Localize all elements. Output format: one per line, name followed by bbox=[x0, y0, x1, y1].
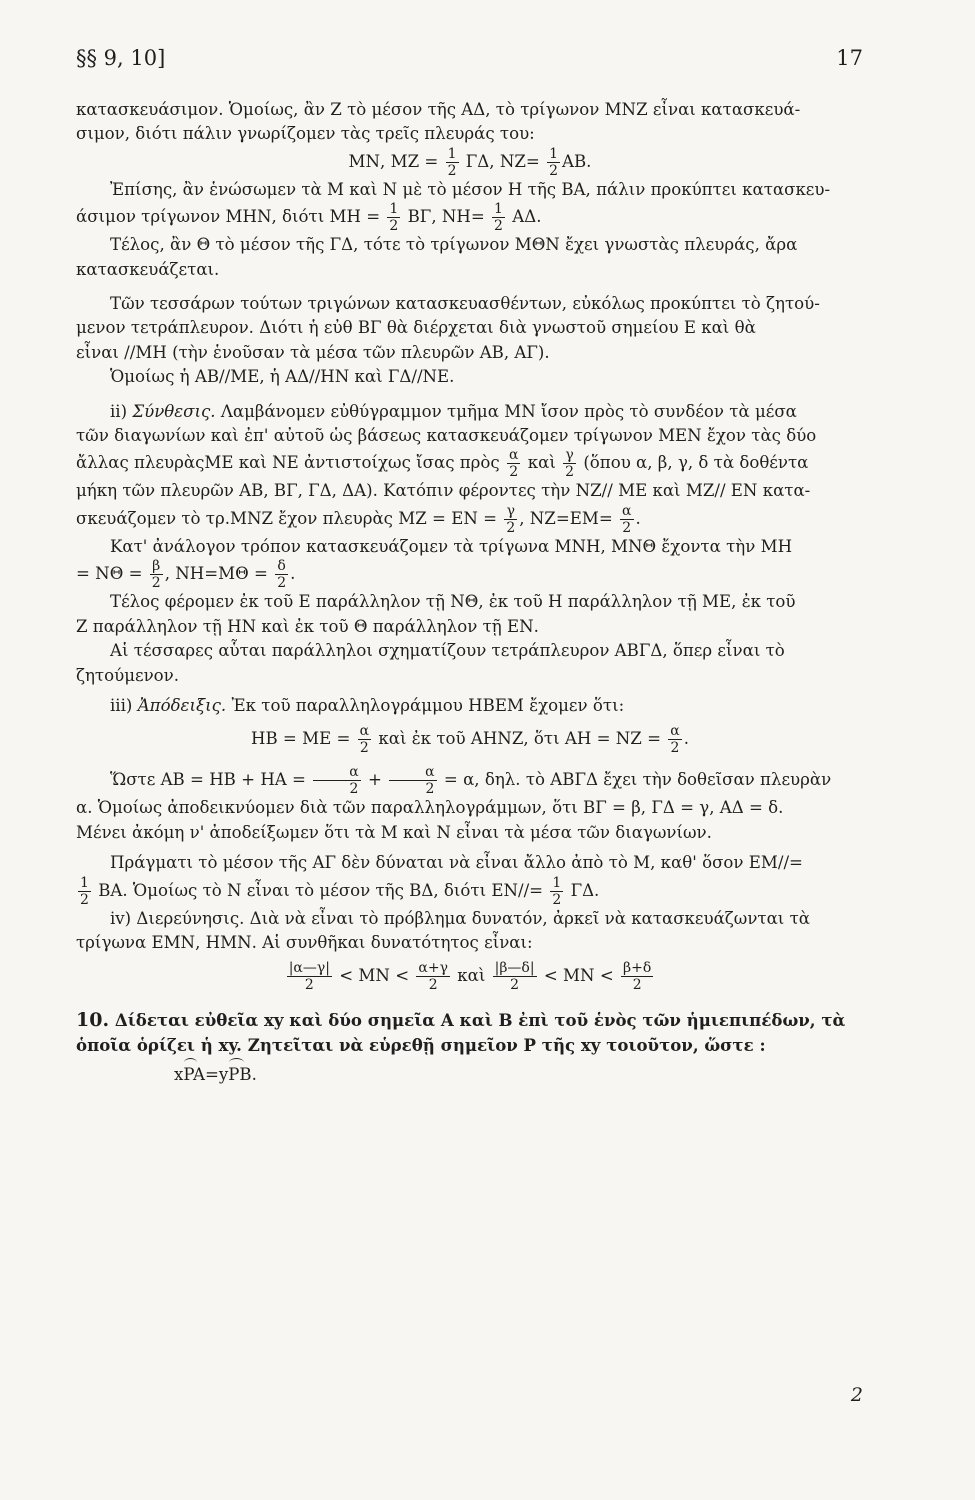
fraction: $\frac{\alpha}{2}$ bbox=[313, 765, 360, 796]
text-line: Μένει ἀκόμη ν' ἀποδείξωμεν ὅτι τὰ Μ καὶ Ν εἶναι τὰ μέσα τῶν διαγωνίων. bbox=[76, 822, 712, 842]
text-line: Τέλος, ἂν Θ τὸ μέσον τῆς ΓΔ, τότε τὸ τρίγωνον ΜΘΝ ἔχει γνωστὰς πλευράς, ἄρα bbox=[110, 235, 798, 255]
page-number: 17 bbox=[836, 46, 863, 70]
fraction: $\frac{1}{2}$ bbox=[447, 145, 457, 179]
text-line: $\frac{1}{2}$ ΒΑ. Ὁμοίως τὸ Ν εἶναι τὸ μέσον τῆς ΒΔ, διότι ΕΝ//= $\frac{1}{2}$ ΓΔ. bbox=[80, 874, 600, 908]
fraction: $\frac{\alpha}{2}$ bbox=[622, 502, 632, 536]
text-line: iii) Ἀπόδειξις. Ἐκ τοῦ παραλληλογράμμου ΗΒΕΜ ἔχομεν ὅτι: bbox=[110, 695, 625, 715]
text-line: Κατ' ἀνάλογον τρόπον κατασκευάζομεν τὰ τρίγωνα ΜΝΗ, ΜΝΘ ἔχοντα τὴν ΜΗ bbox=[110, 536, 793, 556]
fraction: $\frac{1}{2}$ bbox=[389, 201, 399, 235]
fraction: $\frac{1}{2}$ bbox=[552, 874, 562, 908]
text-line: ὁποῖα ὁρίζει ἡ xy. Ζητεῖται νὰ εὑρεθῇ σημεῖον Ρ τῆς xy τοιοῦτον, ὥστε : bbox=[76, 1034, 766, 1055]
angle-xpa: xPA bbox=[174, 1063, 205, 1087]
equation-line: ΜΝ, ΜΖ = $\frac{1}{2}$ ΓΔ, ΝΖ= $\frac{1}{2}$ ΑΒ. bbox=[348, 145, 592, 179]
text-line: Τέλος φέρομεν ἐκ τοῦ Ε παράλληλον τῇ ΝΘ, ἐκ τοῦ Η παράλληλον τῇ ΜΕ, ἐκ τοῦ bbox=[110, 592, 796, 612]
fraction: $\frac{\alpha}{2}$ bbox=[670, 723, 680, 757]
fraction: $\frac{1}{2}$ bbox=[80, 874, 89, 908]
equation-line: $\frac{|\alpha—\gamma|}{2}$ < ΜΝ < $\frac{\alpha+\gamma}{2}$ καὶ $\frac{|\beta—\delta|}{2}$ < ΜΝ < $\frac{\beta+\delta}{2}$ bbox=[288, 960, 652, 994]
fraction: $\frac{\gamma}{2}$ bbox=[565, 447, 575, 481]
fraction: $\frac{\gamma}{2}$ bbox=[506, 502, 516, 536]
text-line: σιμον, διότι πάλιν γνωρίζομεν τὰς τρεῖς πλευράς του: bbox=[76, 124, 535, 144]
fraction: $\frac{\alpha}{2}$ bbox=[389, 765, 436, 796]
text-line: Τῶν τεσσάρων τούτων τριγώνων κατασκευασθέντων, εὐκόλως προκύπτει τὸ ζητού- bbox=[110, 294, 820, 314]
text-line: Ὥστε ΑΒ = ΗΒ + ΗΑ = $\frac{\alpha}{2}$ + $\frac{\alpha}{2}$ = α, δηλ. τὸ ΑΒΓΔ ἔχει τὴν δοθεῖσαν πλευρὰν bbox=[110, 764, 832, 798]
fraction: $\frac{|\alpha—\gamma|}{2}$ bbox=[288, 960, 330, 994]
text-line: εἶναι //ΜΗ (τὴν ἑνοῦσαν τὰ μέσα τῶν πλευρῶν ΑΒ, ΑΓ). bbox=[76, 342, 550, 362]
text-line: Ζ παράλληλον τῇ ΗΝ καὶ ἐκ τοῦ Θ παράλληλον τῇ ΕΝ. bbox=[76, 616, 539, 636]
section-reference: §§ 9, 10] bbox=[76, 46, 166, 70]
fraction: $\frac{\alpha}{2}$ bbox=[509, 447, 519, 481]
text-line: iv) Διερεύνησις. Διὰ νὰ εἶναι τὸ πρόβλημα δυνατόν, ἀρκεῖ νὰ κατασκευάζωνται τὰ bbox=[110, 908, 810, 928]
fraction: $\frac{\delta}{2}$ bbox=[277, 558, 287, 592]
equation-line: xPA=yPB. bbox=[76, 1063, 864, 1087]
signature-mark: 2 bbox=[850, 1384, 863, 1406]
text-line: = ΝΘ = $\frac{\beta}{2}$ , ΝΗ=ΜΘ = $\frac{\delta}{2}$ . bbox=[76, 558, 296, 592]
text-line: Αἱ τέσσαρες αὗται παράλληλοι σχηματίζουν τετράπλευρον ΑΒΓΔ, ὅπερ εἶναι τὸ bbox=[110, 641, 785, 661]
text-line: ii) Σύνθεσις. Λαμβάνομεν εὐθύγραμμον τμῆμα ΜΝ ἴσον πρὸς τὸ συνδέον τὰ μέσα bbox=[110, 401, 797, 421]
text-line: Πράγματι τὸ μέσον τῆς ΑΓ δὲν δύναται νὰ εἶναι ἄλλο ἀπὸ τὸ Μ, καθ' ὅσον ΕΜ//= bbox=[110, 853, 803, 873]
text-line: ζητούμενον. bbox=[76, 665, 180, 685]
text-line: τρίγωνα ΕΜΝ, ΗΜΝ. Αἱ συνθῆκαι δυνατότητος εἶναι: bbox=[76, 932, 533, 952]
text-line: τῶν διαγωνίων καὶ ἐπ' αὐτοῦ ὡς βάσεως κατασκευάζομεν τρίγωνον ΜΕΝ ἔχον τὰς δύο bbox=[76, 426, 817, 446]
text-line: κατασκευάζεται. bbox=[76, 259, 220, 279]
text-line: ἄλλας πλευρὰςΜΕ καὶ ΝΕ ἀντιστοίχως ἴσας πρὸς $\frac{\alpha}{2}$ καὶ $\frac{\gamma}{2}$ (ὅπου α, β, γ, δ τὰ δοθέντα bbox=[76, 447, 809, 481]
text-line: κατασκευάσιμον. Ὁμοίως, ἂν Ζ τὸ μέσον τῆς ΑΔ, τὸ τρίγωνον ΜΝΖ εἶναι κατασκευά- bbox=[76, 100, 801, 119]
text-line: σκευάζομεν τὸ τρ.ΜΝΖ ἔχον πλευρὰς ΜΖ = ΕΝ = $\frac{\gamma}{2}$ , ΝΖ=ΕΜ= $\frac{\alpha}{2}$ . bbox=[76, 502, 641, 536]
fraction: $\frac{\alpha+\gamma}{2}$ bbox=[418, 960, 448, 994]
text-line: μήκη τῶν πλευρῶν ΑΒ, ΒΓ, ΓΔ, ΔΑ). Κατόπιν φέροντες τὴν ΝΖ// ΜΕ καὶ ΜΖ// ΕΝ κατα- bbox=[76, 481, 811, 501]
page-body bbox=[76, 98, 864, 1088]
fraction: $\frac{1}{2}$ bbox=[549, 145, 558, 179]
angle-ypb: yPB bbox=[219, 1063, 252, 1087]
fraction: $\frac{\beta}{2}$ bbox=[151, 558, 161, 592]
fraction: $\frac{\alpha}{2}$ bbox=[359, 723, 370, 757]
text-line: α. Ὁμοίως ἀποδεικνύομεν διὰ τῶν παραλληλογράμμων, ὅτι ΒΓ = β, ΓΔ = γ, ΑΔ = δ. bbox=[76, 798, 784, 818]
fraction: $\frac{1}{2}$ bbox=[494, 201, 503, 235]
text-line: άσιμον τρίγωνον ΜΗΝ, διότι ΜΗ = $\frac{1}{2}$ ΒΓ, ΝΗ= $\frac{1}{2}$ ΑΔ. bbox=[76, 201, 542, 235]
text-line: Ὁμοίως ἡ ΑΒ//ΜΕ, ἡ ΑΔ//ΗΝ καὶ ΓΔ//ΝΕ. bbox=[110, 367, 455, 387]
equation-line: ΗΒ = ΜΕ = $\frac{\alpha}{2}$ καὶ ἐκ τοῦ ΑΗΝΖ, ὅτι ΑΗ = ΝΖ = $\frac{\alpha}{2}$ . bbox=[250, 723, 690, 757]
text-line: μενον τετράπλευρον. Διότι ἡ εὐθ ΒΓ θὰ διέρχεται διὰ γνωστοῦ σημείου Ε καὶ θὰ bbox=[76, 318, 756, 338]
fraction: $\frac{\beta+\delta}{2}$ bbox=[623, 960, 652, 994]
problem-10-statement: 10. Δίδεται εὐθεῖα xy καὶ δύο σημεῖα Α καὶ Β ἐπὶ τοῦ ἑνὸς τῶν ἡμιεπιπέδων, τὰ bbox=[76, 1009, 846, 1032]
fraction: $\frac{|\beta—\delta|}{2}$ bbox=[494, 960, 535, 994]
text-line: Ἐπίσης, ἂν ἑνώσωμεν τὰ Μ καὶ Ν μὲ τὸ μέσον Η τῆς ΒΑ, πάλιν προκύπτει κατασκευ- bbox=[110, 179, 831, 199]
